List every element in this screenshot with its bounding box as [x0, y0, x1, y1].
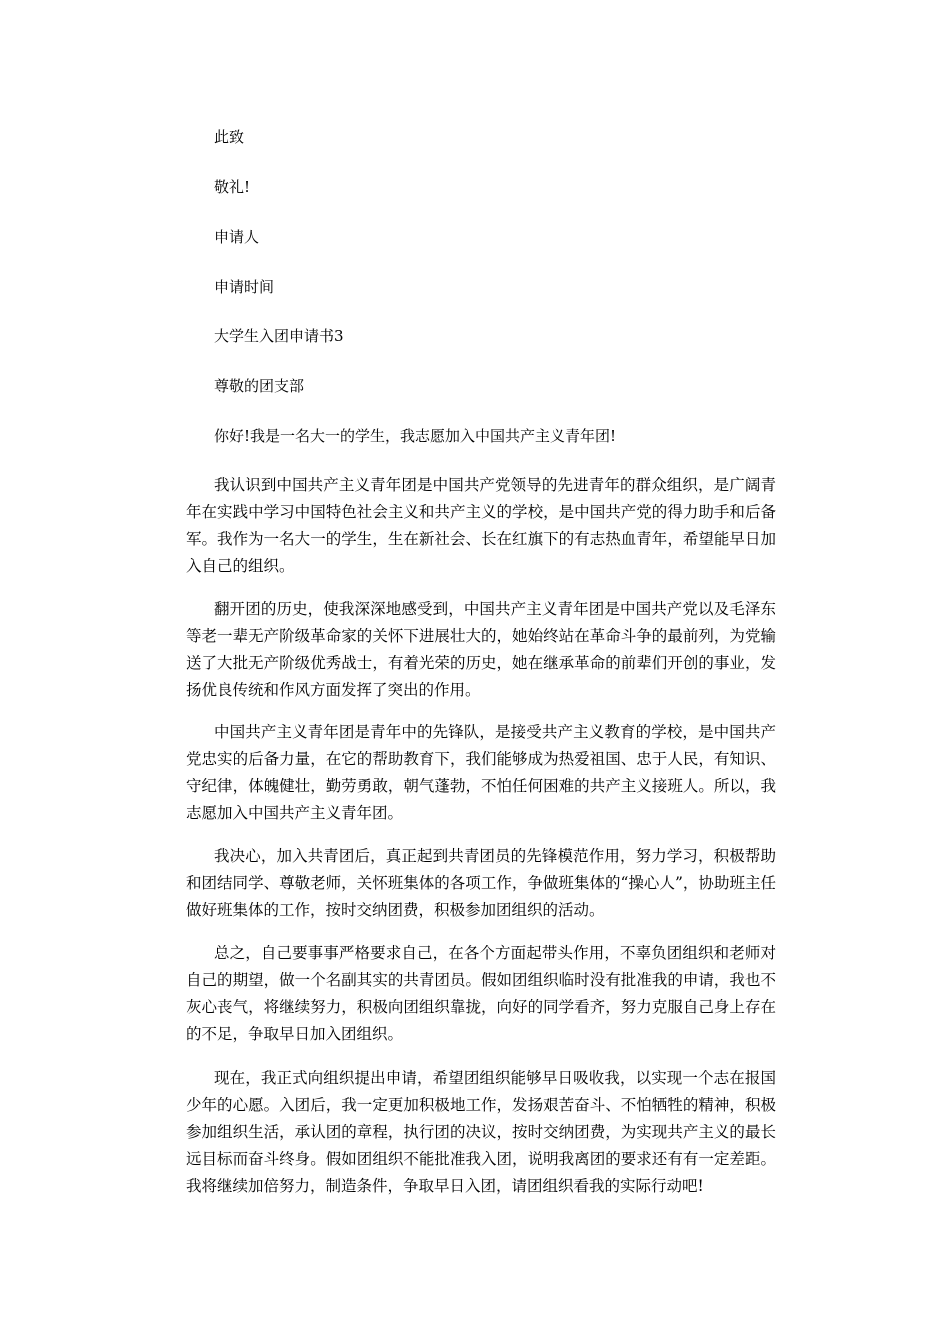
body-paragraph: 我决心，加入共青团后，真正起到共青团员的先锋模范作用，努力学习，积极帮助和团结同学、尊敬老师，关怀班集体的各项工作，争做班集体的“操心人”，协助班主任做好班集体的工作，按时交纳团费，积极参加团组织的活动。	[186, 847, 776, 919]
body-paragraph: 我认识到中国共产主义青年团是中国共产党领导的先进青年的群众组织，是广阔青年在实践中学习中国特色社会主义和共产主义的学校，是中国共产党的得力助手和后备军。我作为一名大一的学生，生在新社会、长在红旗下的有志热血青年，希望能早日加入自己的组织。	[186, 476, 776, 575]
closing-salutation: 此致	[214, 128, 245, 146]
closing-regards: 敬礼!	[214, 178, 251, 196]
body-paragraph: 总之，自己要事事严格要求自己，在各个方面起带头作用，不辜负团组织和老师对自己的期望，做一个名副其实的共青团员。假如团组织临时没有批准我的申请，我也不灰心丧气，将继续努力，积极向团组织靠拢，向好的同学看齐，努力克服自己身上存在的不足，争取早日加入团组织。	[186, 944, 776, 1043]
letter-addressee: 尊敬的团支部	[214, 377, 305, 395]
application-date-label: 申请时间	[214, 278, 275, 296]
body-paragraph: 翻开团的历史，使我深深地感受到，中国共产主义青年团是中国共产党以及毛泽东等老一辈无产阶级革命家的关怀下进展壮大的，她始终站在革命斗争的最前列，为党输送了大批无产阶级优秀战士，有着光荣的历史，她在继承革命的前辈们开创的事业，发扬优良传统和作风方面发挥了突出的作用。	[186, 600, 776, 699]
body-paragraph: 现在，我正式向组织提出申请，希望团组织能够早日吸收我，以实现一个志在报国少年的心愿。入团后，我一定更加积极地工作，发扬艰苦奋斗、不怕牺牲的精神，积极参加组织生活，承认团的章程，执行团的决议，按时交纳团费，为实现共产主义的最长远目标而奋斗终身。假如团组织不能批准我入团，说明我离团的要求还有有一定差距。我将继续加倍努力，制造条件，争取早日入团，请团组织看我的实际行动吧!	[186, 1069, 776, 1195]
body-paragraph: 中国共产主义青年团是青年中的先锋队，是接受共产主义教育的学校，是中国共产党忠实的后备力量，在它的帮助教育下，我们能够成为热爱祖国、忠于人民，有知识、守纪律，体魄健壮，勤劳勇敢，朝气蓬勃，不怕任何困难的共产主义接班人。所以，我志愿加入中国共产主义青年团。	[186, 723, 776, 822]
letter-greeting: 你好!我是一名大一的学生，我志愿加入中国共产主义青年团!	[214, 427, 617, 445]
letter-title: 大学生入团申请书3	[214, 327, 344, 345]
applicant-label: 申请人	[214, 228, 260, 246]
